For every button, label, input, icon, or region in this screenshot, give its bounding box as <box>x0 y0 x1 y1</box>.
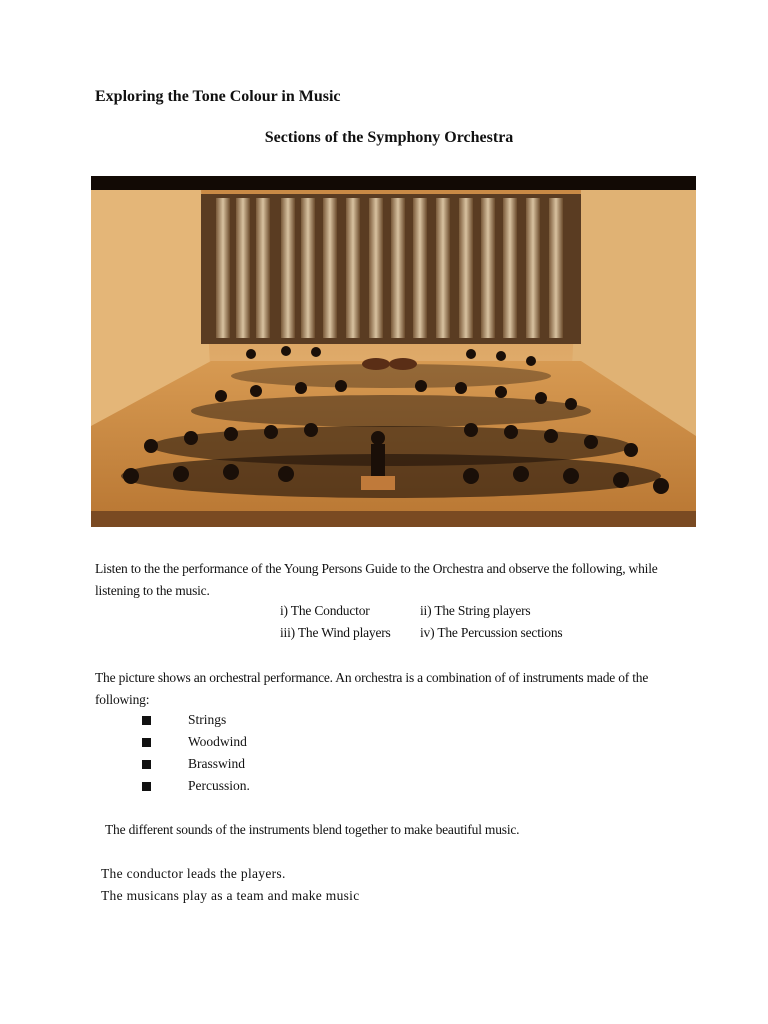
orchestra-photo <box>91 176 696 527</box>
observation-list <box>280 600 640 644</box>
list-item-label: Percussion. <box>188 778 250 793</box>
square-bullet-icon <box>142 738 151 747</box>
section-heading: Sections of the Symphony Orchestra <box>264 129 514 146</box>
blend-sentence: The different sounds of the instruments blend together to make beautiful music. <box>105 822 520 837</box>
observation-row <box>280 600 640 622</box>
observation-item: iv) The Percussion sections <box>420 625 563 640</box>
observation-row <box>280 622 640 644</box>
list-item-label: Brasswind <box>188 756 245 771</box>
square-bullet-icon <box>142 760 151 769</box>
closing-text <box>101 863 360 907</box>
list-item-label: Woodwind <box>188 734 247 749</box>
sections-list <box>142 709 250 797</box>
list-item <box>142 753 250 775</box>
list-item <box>142 731 250 753</box>
closing-line: The conductor leads the players. <box>101 866 286 881</box>
page-title: Exploring the Tone Colour in Music <box>95 88 341 105</box>
observation-item: iii) The Wind players <box>280 625 391 640</box>
organ-pipes <box>201 194 581 344</box>
list-item <box>142 775 250 797</box>
observation-item: ii) The String players <box>420 603 531 618</box>
list-item-label: Strings <box>188 712 227 727</box>
list-item <box>142 709 250 731</box>
intro-paragraph: Listen to the the performance of the Young Persons Guide to the Orchestra and observe the following, while listening to the music. <box>95 561 658 598</box>
observation-item: i) The Conductor <box>280 603 370 618</box>
square-bullet-icon <box>142 782 151 791</box>
description-paragraph: The picture shows an orchestral performance. An orchestra is a combination of of instruments made of the following: <box>95 670 649 707</box>
closing-line: The musicans play as a team and make music <box>101 888 360 903</box>
square-bullet-icon <box>142 716 151 725</box>
